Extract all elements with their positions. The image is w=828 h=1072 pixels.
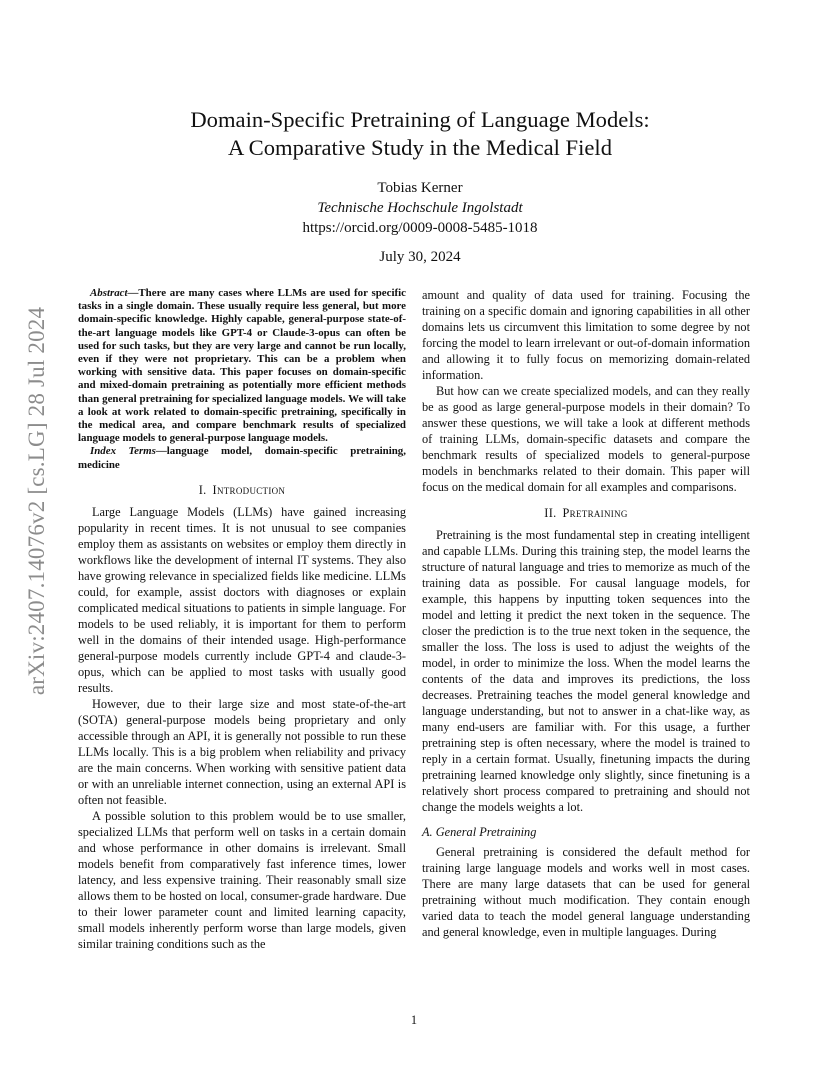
abstract-block: [78, 287, 406, 472]
page-number: 1: [410, 1013, 418, 1027]
left-column: [78, 287, 406, 952]
intro-paragraph-1: Large Language Models (LLMs) have gained increasing popularity in recent times. It is not unusual to see companies employ them as assistants on websites or employ them directly in workflows like the development of internal IT systems. They also have growing relevance in specialized fields like medicine. LLMs could, for example, assist doctors with diagnoses or explain complicated medical situations to patients in simple language. For models to be used reliably, it is important for them to perform well in the domains of their intended usage. High-performance general-purpose models currently include GPT-4 and claude-3-opus, which can be applied to most tasks with usually good results.: [78, 504, 406, 695]
section-number: II.: [544, 506, 557, 520]
pretraining-paragraph-1: Pretraining is the most fundamental step in creating intelligent and capable LLMs. During this training step, the model learns the structure of natural language and tries to memorize as much of the training data as possible. For causal language models, for example, this happens by inputting token sequences into the model and letting it predict the next token in the sequence. The closer the prediction is to the true next token in the sequence, the smaller the loss. The loss is used to adjust the weights of the model, in order to minimize the loss. When the model learns the contents of the data and improves its predictions, the loss decreases. Pretraining teaches the model general knowledge and language understanding, but not to answer in a chat-like way, as many end-users are familiar with. For this usage, a further pretraining step is often necessary, where the model is trained to reply in a certain format. Usually, finetuning impacts the during pretraining learned knowledge only slightly, since finetuning is a relatively short process compared to pretraining and should not change the models weights a lot.: [422, 528, 750, 814]
author-name: Tobias Kerner: [377, 180, 463, 196]
paper-date: July 30, 2024: [379, 249, 461, 265]
section-title: Introduction: [212, 482, 286, 497]
section-title: Pretraining: [562, 506, 628, 520]
abstract-text: —There are many cases where LLMs are used for specific tasks in a single domain. These usually require less general, but more domain-specific knowledge. Highly capable, general-purpose state-of-the-art language models like GPT-4 or Claude-3-opus can often be used for such tasks, but they are very large and cannot be run locally, even if they were not proprietary. This can be a problem when working with sensitive data. This paper focuses on domain-specific and mixed-domain pretraining as potentially more efficient methods than general pretraining for specialized language models. We will take a look at work related to domain-specific pretraining, specifically in the medical area, and compare benchmark results of specialized language models to general-purpose language models.: [78, 287, 406, 445]
index-terms-label: Index Terms: [90, 445, 156, 458]
intro-paragraph-4: But how can we create specialized models, and can they really be as good as large general-purpose models in their domain? To answer these questions, we will take a look at different methods of training LLMs, domain-specific datasets and compare the benchmark results of specialized models to general-purpose models in benchmarks related to their domain. This paper will focus on the medical domain for all examples and comparisons.: [422, 384, 750, 494]
subsection-heading-general-pretraining: A. General Pretraining: [422, 825, 537, 839]
title-line-2: A Comparative Study in the Medical Field: [227, 135, 613, 160]
general-pretraining-paragraph-1: General pretraining is considered the default method for training large language models and works well in most cases. There are many large datasets that can be used for general pretraining without much modification. They contain enough varied data to teach the model general language understanding and general knowledge, even in multiple languages. During: [422, 845, 750, 939]
abstract-paragraph: [78, 287, 406, 445]
arxiv-identifier-text: arXiv:2407.14076v2 [cs.LG] 28 Jul 2024: [24, 306, 49, 696]
index-terms-text: —language model, domain-specific pretraining, medicine: [78, 445, 406, 471]
title-line-1: Domain-Specific Pretraining of Language Models:: [190, 107, 650, 132]
author-orcid: https://orcid.org/0009-0008-5485-1018: [302, 220, 538, 236]
intro-paragraph-3-continued: amount and quality of data used for training. Focusing the training on a specific domain and ignoring capabilities in all other domains lets us circumvent this limitation to some degree by not forcing the model to learn irrelevant or out-of-domain information and allowing it to fully focus on memorizing domain-related information.: [422, 288, 750, 382]
intro-paragraph-2: However, due to their large size and most state-of-the-art (SOTA) general-purpose models being proprietary and only accessible through an API, it is generally not possible to run these LLMs locally. This is a big problem when reliability and privacy are the main concerns. When working with sensitive patient data or with an unreliable internet connection, using an external API is often not feasible.: [78, 696, 406, 807]
abstract-label: Abstract: [90, 287, 128, 299]
paper-title: [90, 106, 750, 162]
section-number: I.: [198, 482, 207, 497]
author-affiliation: Technische Hochschule Ingolstadt: [317, 200, 523, 216]
arxiv-identifier-stamp: [22, 296, 52, 706]
section-heading-pretraining: [422, 505, 750, 521]
paper-header: [90, 106, 750, 267]
section-heading-introduction: [78, 482, 406, 498]
right-column: [422, 287, 750, 940]
intro-paragraph-3: A possible solution to this problem would be to use smaller, specialized LLMs that perform well on tasks in a certain domain and whose performance in other domains is irrelevant. Small models benefit from comparatively fast inference times, lower latency, and less expensive training. Their reasonably small size allows them to be hosted on local, consumer-grade hardware. Due to their lower parameter count and limited learning capacity, small models inherently perform worse than large models, given similar training conditions such as the: [78, 808, 406, 951]
index-terms-paragraph: [78, 445, 406, 471]
